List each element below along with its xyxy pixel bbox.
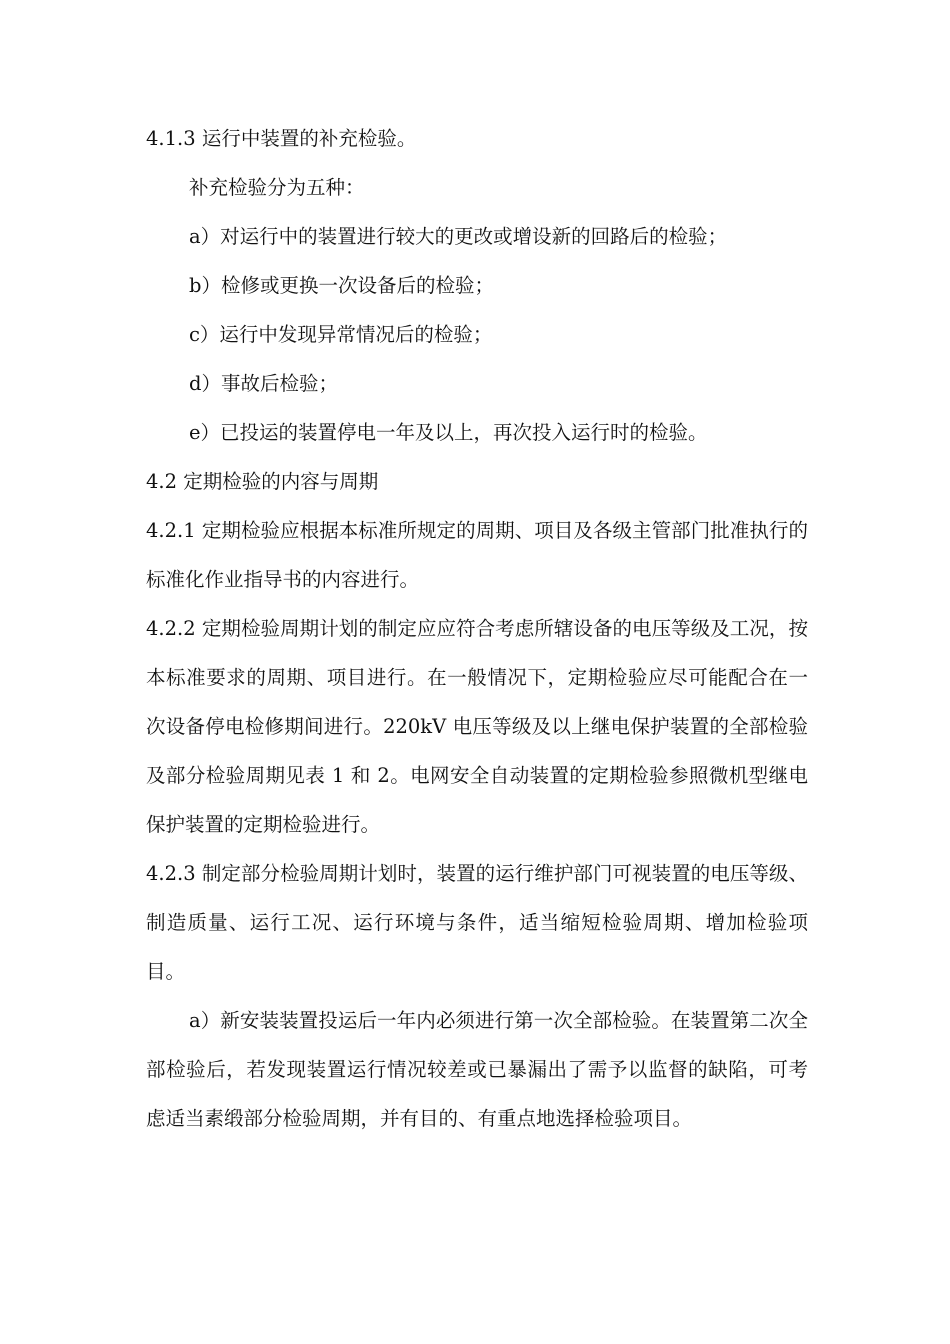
section-heading-4-2: 4.2 定期检验的内容与周期: [146, 470, 379, 493]
paragraph-4-2-3: 4.2.3 制定部分检验周期计划时，装置的运行维护部门可视装置的电压等级、制造质量、运行工况、运行环境与条件，适当缩短检验周期、增加检验项目。: [146, 862, 808, 983]
list-item-a: a）对运行中的装置进行较大的更改或增设新的回路后的检验；: [189, 225, 728, 248]
paragraph-4-2-2: 4.2.2 定期检验周期计划的制定应应符合考虑所辖设备的电压等级及工况，按本标准要求的周期、项目进行。在一般情况下，定期检验应尽可能配合在一次设备停电检修期间进行。220kV 电压等级及以上继电保护装置的全部检验及部分检验周期见表 1 和 2。电网安全自动装置的定期检验参照微机型继电保护装置的定期检验进行。: [146, 617, 808, 836]
paragraph-4-2-3-item-a: a）新安装装置投运后一年内必须进行第一次全部检验。在装置第二次全部检验后，若发现装置运行情况较差或已暴漏出了需予以监督的缺陷，可考虑适当素缎部分检验周期，并有目的、有重点地选择检验项目。: [146, 1009, 808, 1130]
list-item-b: b）检修或更换一次设备后的检验；: [189, 274, 494, 297]
list-item-c: c）运行中发现异常情况后的检验；: [189, 323, 493, 346]
paragraph-supplementary-types: 补充检验分为五种：: [189, 176, 365, 199]
section-heading-4-1-3: 4.1.3 运行中装置的补充检验。: [146, 127, 417, 150]
list-item-e: e）已投运的装置停电一年及以上，再次投入运行时的检验。: [189, 421, 708, 444]
document-page: [146, 114, 808, 1143]
paragraph-4-2-1: 4.2.1 定期检验应根据本标准所规定的周期、项目及各级主管部门批准执行的标准化作业指导书的内容进行。: [146, 519, 808, 591]
list-item-d: d）事故后检验；: [189, 372, 338, 395]
